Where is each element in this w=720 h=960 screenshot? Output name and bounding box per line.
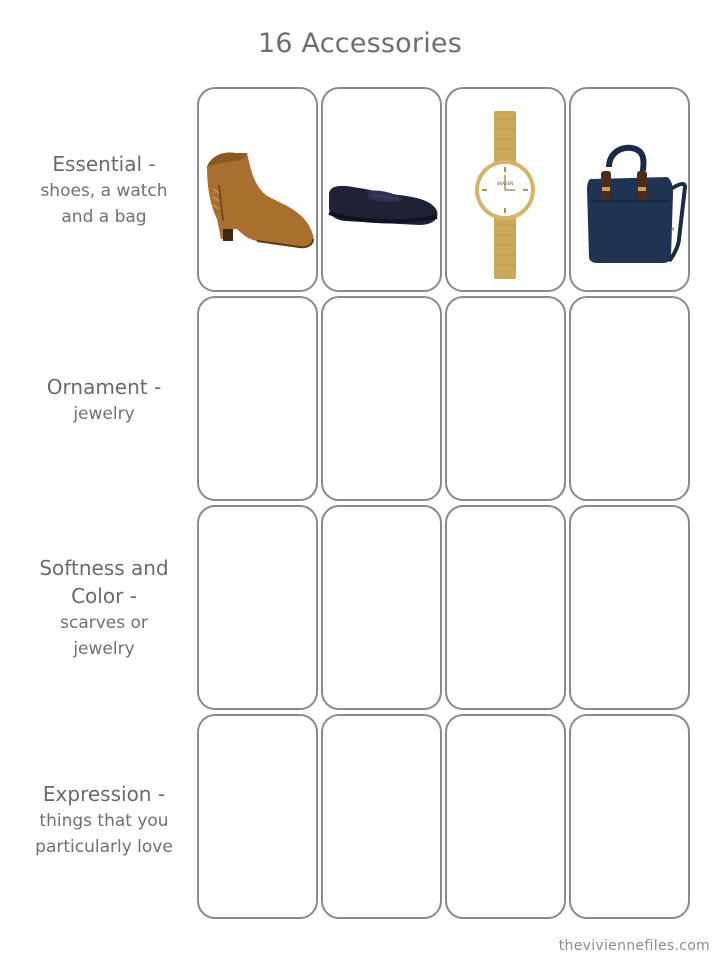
row-label-sub: jewelry <box>73 404 135 424</box>
grid-cell <box>321 714 442 919</box>
grid-cell <box>445 296 566 501</box>
grid-cell <box>321 296 442 501</box>
row-label-title-2: Color - <box>71 584 137 608</box>
row-label-ornament <box>14 373 194 427</box>
ankle-boot-icon <box>199 89 316 290</box>
row-label-sub: shoes, a watch <box>40 181 168 201</box>
grid-cell <box>569 296 690 501</box>
grid-cell <box>197 87 318 292</box>
grid-cell <box>569 505 690 710</box>
loafer-icon <box>323 89 440 290</box>
watch-icon <box>447 89 564 290</box>
grid-cell <box>197 714 318 919</box>
row-label-expression <box>14 780 194 860</box>
grid-cell <box>569 87 690 292</box>
row-label-title: Ornament - <box>46 375 162 399</box>
watch-brand: SKAGEN <box>496 181 514 186</box>
grid-cell <box>321 87 442 292</box>
site-watermark: theviviennefiles.com <box>558 938 710 954</box>
row-label-essential <box>14 150 194 230</box>
row-label-title: Softness and <box>39 556 169 580</box>
row-label-sub: things that you <box>39 811 169 831</box>
handbag-icon <box>571 89 688 290</box>
row-label-sub: scarves or <box>60 613 148 633</box>
row-label-sub: and a bag <box>61 207 147 227</box>
grid-cell <box>569 714 690 919</box>
grid-cell <box>445 714 566 919</box>
grid-cell <box>197 505 318 710</box>
grid-cell <box>445 87 566 292</box>
grid-cell <box>321 505 442 710</box>
page-title: 16 Accessories <box>258 28 462 59</box>
row-label-title: Expression - <box>42 782 166 806</box>
row-label-sub: particularly love <box>35 837 173 857</box>
grid-cell <box>445 505 566 710</box>
row-label-sub: jewelry <box>73 639 135 659</box>
row-label-softness <box>14 554 194 662</box>
row-label-title: Essential - <box>52 152 156 176</box>
grid-cell <box>197 296 318 501</box>
